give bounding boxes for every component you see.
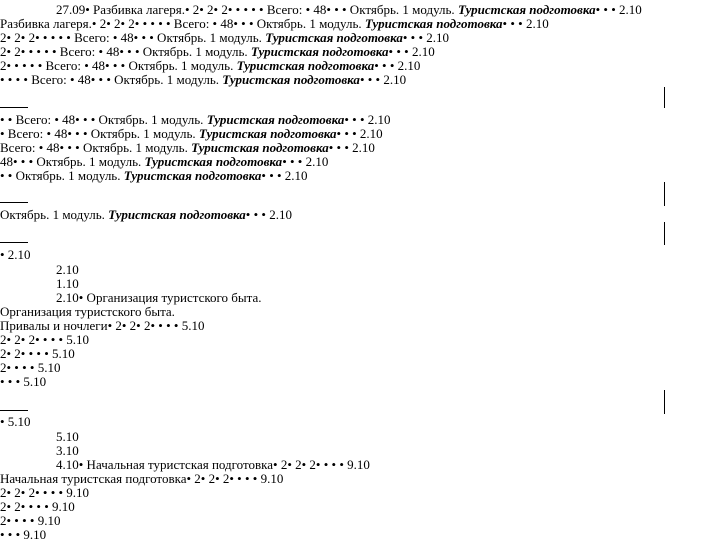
line-tail: • • • 2.10	[359, 72, 407, 87]
text-line	[0, 154, 328, 169]
text-line	[0, 58, 420, 73]
text-line	[0, 16, 549, 31]
line-tail: • • • 2.10	[336, 126, 383, 141]
line-text: 48• • • Октябрь. 1 модуль.	[0, 154, 145, 169]
text-line: Привалы и ночлеги• 2• 2• 2• • • • 5.10	[0, 318, 205, 333]
line-emphasis: Туристская подготовка	[191, 140, 329, 155]
text-line: • • • 5.10	[0, 374, 47, 389]
vertical-rule	[664, 182, 665, 206]
text-line: • 5.10	[0, 414, 31, 429]
line-tail: • • • 2.10	[502, 16, 549, 31]
line-text: Октябрь. 1 модуль.	[0, 207, 109, 222]
line-emphasis: Туристская подготовка	[198, 126, 337, 141]
line-tail: • • • 2.10	[245, 207, 292, 222]
line-text: • • • • Всего: • 48• • • Октябрь. 1 модуль.	[0, 72, 223, 87]
text-line: 3.10	[56, 443, 79, 458]
line-text: • • Всего: • 48• • • Октябрь. 1 модуль.	[0, 112, 207, 127]
line-text: 2• 2• • • • • Всего: • 48• • • Октябрь. 1 модуль.	[0, 44, 251, 59]
line-emphasis: Туристская подготовка	[108, 207, 246, 222]
text-line: 2• 2• • • • 9.10	[0, 499, 75, 514]
text-line: Начальная туристская подготовка• 2• 2• 2• • • • 9.10	[0, 471, 284, 486]
line-text: Разбивка лагеря.• 2• 2• 2• • • • • Всего: • 48• • • Октябрь. 1 модуль.	[0, 16, 365, 31]
line-emphasis: Туристская подготовка	[236, 58, 375, 73]
line-tail: • • • 2.10	[328, 140, 375, 155]
text-line: • 2.10	[0, 247, 31, 262]
vertical-rule	[664, 87, 665, 108]
text-line: 2• 2• 2• • • • 9.10	[0, 485, 90, 500]
horizontal-rule	[0, 202, 28, 203]
line-emphasis: Туристская подготовка	[265, 30, 403, 45]
text-line: Организация туристского быта.	[0, 304, 175, 319]
text-line	[0, 140, 375, 155]
text-line	[0, 44, 435, 59]
text-line: 4.10• Начальная туристская подготовка• 2• 2• 2• • • • 9.10	[56, 457, 370, 472]
text-line	[0, 30, 449, 45]
line-text: 27.09• Разбивка лагеря.• 2• 2• 2• • • • • Всего: • 48• • • Октябрь. 1 модуль.	[56, 2, 458, 17]
text-line: 2.10• Организация туристского быта.	[56, 290, 262, 305]
line-emphasis: Туристская подготовка	[144, 154, 283, 169]
text-line: 5.10	[56, 429, 79, 444]
horizontal-rule	[0, 410, 28, 411]
text-line: 2• • • • 5.10	[0, 360, 61, 375]
line-tail: • • • 2.10	[595, 2, 642, 17]
line-text: 2• 2• 2• • • • • Всего: • 48• • • Октябрь. 1 модуль.	[0, 30, 266, 45]
text-line	[0, 112, 391, 127]
vertical-rule	[664, 390, 665, 414]
text-line	[0, 207, 292, 222]
line-tail: • • • 2.10	[282, 154, 329, 169]
line-emphasis: Туристская подготовка	[123, 168, 262, 183]
text-line: • • • 9.10	[0, 527, 47, 542]
line-tail: • • • 2.10	[261, 168, 308, 183]
text-line: 1.10	[56, 276, 79, 291]
text-line: 2• • • • 9.10	[0, 513, 61, 528]
line-tail: • • • 2.10	[344, 112, 391, 127]
text-line	[0, 126, 383, 141]
line-emphasis: Туристская подготовка	[364, 16, 503, 31]
line-text: • Всего: • 48• • • Октябрь. 1 модуль.	[0, 126, 199, 141]
text-line	[0, 168, 308, 183]
horizontal-rule	[0, 107, 28, 108]
line-emphasis: Туристская подготовка	[457, 2, 596, 17]
text-line: 2• 2• • • • 5.10	[0, 346, 75, 361]
line-text: Всего: • 48• • • Октябрь. 1 модуль.	[0, 140, 192, 155]
text-line: 2.10	[56, 262, 79, 277]
line-text: • • Октябрь. 1 модуль.	[0, 168, 124, 183]
vertical-rule	[664, 222, 665, 245]
line-tail: • • • 2.10	[388, 44, 435, 59]
text-line	[0, 72, 406, 87]
line-text: 2• • • • • Всего: • 48• • • Октябрь. 1 модуль.	[0, 58, 237, 73]
horizontal-rule	[0, 242, 28, 243]
text-line: 2• 2• 2• • • • 5.10	[0, 332, 90, 347]
line-emphasis: Туристская подготовка	[250, 44, 389, 59]
line-tail: • • • 2.10	[402, 30, 449, 45]
line-emphasis: Туристская подготовка	[222, 72, 360, 87]
line-tail: • • • 2.10	[374, 58, 421, 73]
text-line	[56, 2, 642, 17]
line-emphasis: Туристская подготовка	[206, 112, 345, 127]
